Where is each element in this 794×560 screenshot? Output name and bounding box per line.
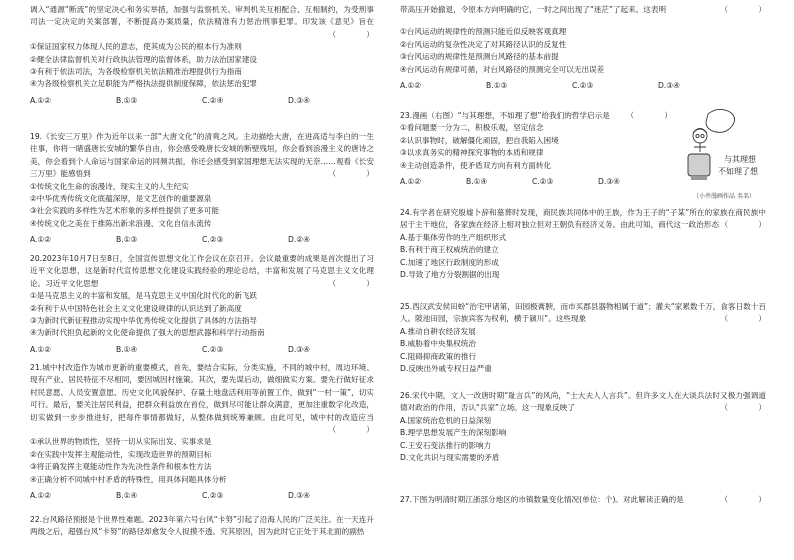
option-4: ④传统文化之美在于推陈出新求浪漫、文化自信永流传 bbox=[30, 218, 212, 228]
question-21 bbox=[30, 362, 374, 502]
option-3: ③有利于依法司法，为各级检察机关依法精准治理提供行为指南 bbox=[30, 67, 242, 77]
answer-bracket: （ ） bbox=[328, 425, 374, 435]
question-20 bbox=[30, 253, 374, 356]
question-26 bbox=[400, 390, 766, 464]
stem-text: 23.漫画（右图）“与其理想，不如理了想”给我们的哲学启示是 bbox=[400, 111, 610, 120]
question-stem bbox=[30, 514, 374, 539]
cartoon-pot-base bbox=[691, 176, 707, 180]
option-2: ②有利于从中国特色社会主义文化建设规律的认识达到了新高度 bbox=[30, 303, 242, 313]
choice-b: B.①④ bbox=[466, 177, 488, 187]
stem-text: 22.台风路径预报是个世界性难题。2023年第六号台风“卡努”引起了沿海人民的广泛关注。在一天连升两级之后，超强台风“卡努”的路径却愈发令人捉摸不透。究其原因，因为此时它正处于其北面的副热 bbox=[30, 515, 374, 537]
stem-text: 24.有学者在研究殷墟卜辞和墓葬时发现，商民族共同体中的王族，作为王子的“子某”所在的家族在商民族中居于主干地位，各家族在经济上相对独立但对王朝负有经济义务。由此可知，商代这一政治形态 bbox=[400, 208, 766, 230]
question-stem bbox=[400, 390, 766, 415]
answer-choices bbox=[400, 80, 766, 92]
question-stem bbox=[30, 131, 374, 181]
option-2: ②台风运动的复杂性决定了对其路径认识的反复性 bbox=[400, 39, 567, 49]
option-4: ④主动创造条件，使矛盾双方向有利方面转化 bbox=[400, 160, 552, 170]
question-stem bbox=[400, 207, 766, 232]
choice-d: D.③④ bbox=[288, 491, 310, 501]
choice-d: D.③④ bbox=[288, 95, 310, 105]
choice-c: C.②③ bbox=[202, 491, 224, 501]
choice-b: B.①③ bbox=[116, 95, 138, 105]
option-3: ③台风运动的规律性是预测台风路径的基本前提 bbox=[400, 52, 559, 62]
question-18 bbox=[30, 4, 374, 107]
cartoon-caption: （小井漫画作品 名名） bbox=[693, 193, 755, 200]
cartoon-body bbox=[694, 143, 706, 152]
option-a: A.基于集体劳作的生产组织形式 bbox=[400, 232, 507, 242]
option-4: ④为各级检察机关立足职能为严格执法提供制度保障，依法惩治犯罪 bbox=[30, 79, 258, 89]
answer-bracket: （ ） bbox=[328, 278, 374, 288]
stem-text: 26.宋代中期，文人一改唐时期“耻言兵”的风尚，“士大夫人人言兵”。但许多文人在大谈兵法时又极力强调道德对政治的作用，否认“兵家”立场。这一现象反映了 bbox=[400, 391, 766, 413]
option-d: D.反映出外戚专权日益严重 bbox=[400, 364, 492, 374]
answer-bracket: （ ） bbox=[720, 495, 766, 504]
option-a: A.国家统治危机的日益深刻 bbox=[400, 415, 492, 425]
answer-bracket: （ ） bbox=[626, 111, 672, 120]
option-1: ①是马克思主义的丰富和发展，是马克思主义中国化时代化的新飞跃 bbox=[30, 291, 258, 301]
option-1: ①台风运动的规律性的预测只能近似反映客观真理 bbox=[400, 27, 567, 37]
stem-text: 带高压开始撤退，令原本方向明确的它，一时之间出现了“迷茫”了起来。这表明 bbox=[400, 5, 667, 14]
answer-bracket: （ ） bbox=[328, 169, 374, 179]
cartoon-drawing bbox=[678, 106, 766, 204]
cartoon-figure bbox=[693, 109, 735, 152]
option-a: A.推动自耕农经济发展 bbox=[400, 326, 476, 336]
choice-c: C.②③ bbox=[202, 235, 224, 245]
answer-choices bbox=[30, 344, 374, 356]
answer-bracket: （ ） bbox=[328, 29, 374, 39]
choice-d: D.③④ bbox=[658, 81, 680, 91]
choice-a: A.①② bbox=[30, 491, 52, 501]
choice-a: A.①② bbox=[30, 344, 52, 354]
choice-c: C.②③ bbox=[202, 344, 224, 354]
stem-text: 调入“通源”断流”的坚定决心和务实举措，加强与监察机关、审判机关互相配合、互相制约，为受刑事司法一定决定的关案部署，不断提高办案质量，依法精准有力惩治刑事犯罪。印发该《意见》旨在 bbox=[30, 5, 374, 27]
option-d: D.文化共识与现实需要的矛盾 bbox=[400, 453, 500, 463]
stem-text: 19.《长安三万里》作为近年以来一部“大唐文化”的清爽之风。主动描绘大唐，在进高适与李白的一生往事，你将一睹盛唐长安城的繁华自由，你会感受晚唐长安城的断壁残垣，你会看到浪漫主义的唐诗之美，你会看到个人命运与国家命运的同频共振，你还会感受到家国理想无法实现的无奈……观看《长安三万里》能感悟到 bbox=[30, 132, 374, 179]
answer-bracket: （ ） bbox=[720, 5, 766, 14]
thought-bubble bbox=[706, 109, 735, 132]
option-2: ②健全法律监督机关对行政执法管理的监督体系，助力法治国家建设 bbox=[30, 54, 258, 64]
question-stem bbox=[30, 253, 374, 290]
question-27 bbox=[400, 494, 766, 506]
answer-choices bbox=[30, 234, 374, 246]
choice-b: B.①④ bbox=[116, 344, 138, 354]
stem-text: 27.下图为明清时期江浙部分地区的市镇数量变化情况(单位：个)。对此解读正确的是 bbox=[400, 495, 684, 504]
cartoon-pot bbox=[688, 154, 710, 176]
option-1: ①承认世界的物质性，坚持一切从实际出发、实事求是 bbox=[30, 437, 212, 447]
question-stem bbox=[400, 301, 766, 326]
choice-b: B.①③ bbox=[486, 81, 508, 91]
option-c: C.加速了地区行政制度的形成 bbox=[400, 257, 499, 267]
question-stem bbox=[30, 4, 374, 41]
choice-d: D.③④ bbox=[288, 344, 310, 354]
option-b: B.威胁着中央集权统治 bbox=[400, 339, 476, 349]
cartoon-text-line2: 不如理了想 bbox=[718, 167, 758, 176]
stem-text: 21.城中村改造作为城市更新的重要模式，首先，要结合实际，分类实施，不同的城中村，周边环境、现有产业、居民特征不尽相同，要因城因村施策。其次，要先谋后动，做细做实方案。要先行做好征求村民意愿、人员安置意愿、历史文化风貌保护、存量土地盘活利用等前置工作，做到“一村一策”，切实可行。最后，要关注居民利益，把群众利益放在首位，做到尽可能让群众满意，更加注重数字化改造，切实做到一步步推进好，把每件事情都做好，从整体做到统筹兼顾。由此可见，城中村的改造应当 bbox=[30, 363, 374, 422]
answer-choices bbox=[400, 176, 672, 188]
choice-b: B.①④ bbox=[116, 491, 138, 501]
option-1: ①传统文化生命的浪漫诗，现实主义的人生纪实 bbox=[30, 181, 189, 191]
right-column bbox=[400, 0, 766, 560]
question-25 bbox=[400, 301, 766, 375]
option-b: B.理学思想发展产生的深刻影响 bbox=[400, 428, 507, 438]
choice-a: A.①② bbox=[30, 235, 52, 245]
question-23 bbox=[400, 110, 672, 188]
question-24 bbox=[400, 207, 766, 281]
option-b: B.有利于商王权威统治的建立 bbox=[400, 245, 499, 255]
answer-bracket: （ ） bbox=[720, 220, 766, 230]
option-2: ②认识事物时，破解僵化顽固，把自我陷入困境 bbox=[400, 135, 559, 145]
cartoon-illustration bbox=[678, 106, 766, 204]
question-22 bbox=[30, 514, 374, 539]
choice-d: D.②④ bbox=[288, 235, 310, 245]
option-4: ④正确分析不同城中村矛盾的特殊性，用具体问题具体分析 bbox=[30, 474, 227, 484]
question-19 bbox=[30, 131, 374, 247]
option-c: C.阻碍抑商政策的推行 bbox=[400, 351, 477, 361]
stem-text: 25.西汉武安侯田蚡“治宅甲诸第，田园极膏腴，而市买郡县器物相属于道”；灌夫“家累数千万，食客日数十百人。陂池田园，宗族宾客为权利，横于颍川”。这些现象 bbox=[400, 302, 766, 324]
choice-c: C.②④ bbox=[202, 95, 224, 105]
option-c: C.王安石变法推行的影响力 bbox=[400, 440, 492, 450]
choice-a: A.①② bbox=[400, 81, 422, 91]
choice-d: D.③④ bbox=[598, 177, 620, 187]
stem-text: 20.2023年10月7日至8日，全国宣传思想文化工作会议在京召开。会议最重要的成果是首次提出了习近平文化思想，这是新时代宣传思想文化建设实践经验的理论总结，丰富和发展了马克思主义文化理论。习近平文化思想 bbox=[30, 254, 374, 288]
option-d: D.导致了地方分裂割据的出现 bbox=[400, 270, 500, 280]
option-2: ②中华优秀传统文化底蕴深厚，是文艺创作的重要源泉 bbox=[30, 194, 212, 204]
choice-b: B.①③ bbox=[116, 235, 138, 245]
question-stem bbox=[400, 494, 766, 506]
choice-c: C.②③ bbox=[532, 177, 554, 187]
choice-a: A.①② bbox=[400, 177, 422, 187]
cartoon-text-line1: 与其理想 bbox=[724, 155, 756, 164]
question-stem bbox=[30, 362, 374, 436]
choice-a: A.①② bbox=[30, 95, 52, 105]
choice-c: C.②③ bbox=[572, 81, 594, 91]
answer-choices bbox=[30, 95, 374, 107]
option-3: ③社会实践的多样性为艺术形象的多样性提供了更多可能 bbox=[30, 206, 220, 216]
question-22-continued bbox=[400, 4, 766, 92]
option-3: ③将正确发挥主观能动性作为先决性条件和根本性方法 bbox=[30, 462, 212, 472]
option-4: ④为新时代担负起新的文化使命提供了强大的思想武器和科学行动指南 bbox=[30, 328, 265, 338]
question-stem bbox=[400, 110, 672, 122]
cartoon-eye-right bbox=[701, 134, 704, 137]
option-1: ①看问题要一分为二，积极乐观，坚定信念 bbox=[400, 123, 544, 133]
answer-bracket: （ ） bbox=[720, 314, 766, 324]
cartoon-eye-left bbox=[696, 134, 699, 137]
option-1: ①保证国家权力体现人民的意志，使其成为公民的根本行为准则 bbox=[30, 42, 242, 52]
answer-choices bbox=[30, 490, 374, 502]
option-3: ③为新时代新征程推动实现中华优秀传统文化提供了具体的方法指导 bbox=[30, 316, 258, 326]
option-2: ②在实践中发挥主观能动性，实现改造世界的预期目标 bbox=[30, 449, 212, 459]
left-column bbox=[30, 0, 374, 560]
answer-bracket: （ ） bbox=[720, 403, 766, 413]
option-3: ③以求真务实的精神探究事物的本质和规律 bbox=[400, 148, 544, 158]
question-stem bbox=[400, 4, 766, 16]
option-4: ④台风运动有规律可循，对台风路径的预测完全可以无出误差 bbox=[400, 64, 605, 74]
